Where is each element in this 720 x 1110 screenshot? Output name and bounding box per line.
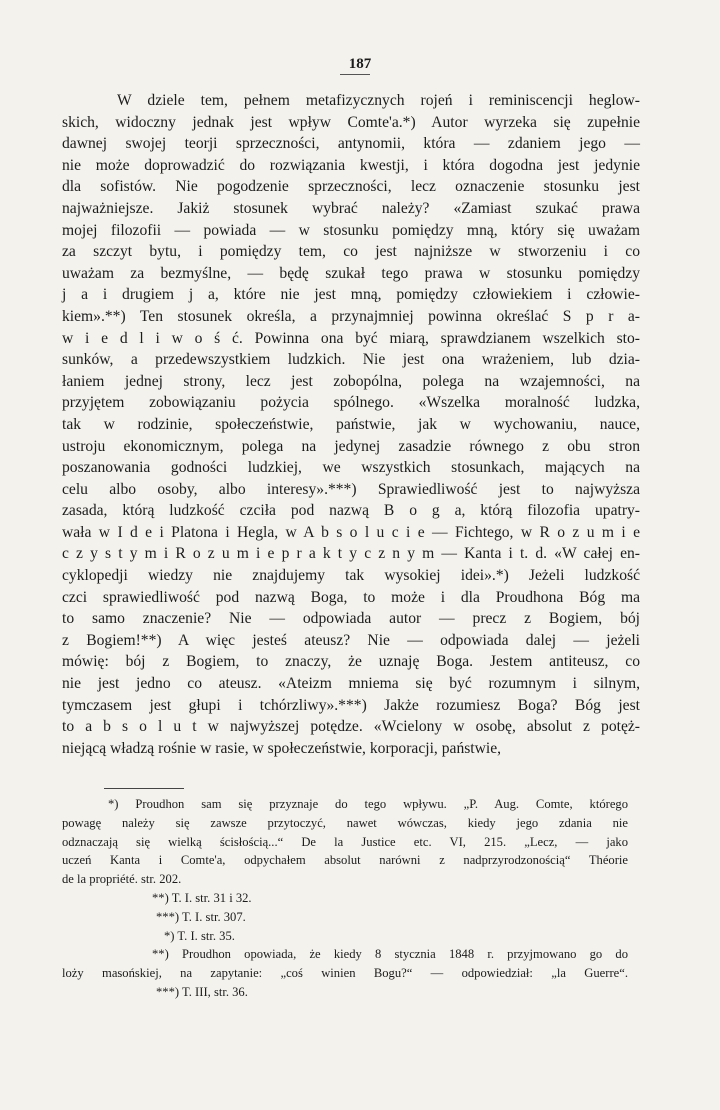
footnote-line: ***) T. I. str. 307. [156, 909, 246, 924]
text-line: c z y s t y m i R o z u m i e p r a k t y c z n y m — Kanta i t. d. «W całej en- [62, 545, 640, 563]
text-line: zasada, którą ludzkość czciła pod nazwą B o g a, którą filozofia upatry- [62, 502, 640, 520]
text-line: W dziele tem, pełnem metafizycznych rojeń i reminiscencji heglow- [117, 92, 640, 109]
text-line: uważam za bezmyślne, — będę szukał tego prawa w stosunku pomiędzy [62, 264, 640, 282]
text-line: skich, widoczny jednak jest wpływ Comte'a.*) Autor wyrzeka się zupełnie [62, 113, 640, 131]
text-line: nie może doprowadzić do rozwiązania kwestji, i która dogodna jest jedynie [62, 156, 640, 174]
footnote-separator [104, 788, 184, 789]
text-line: niejącą władzą rośnie w rasie, w społeczeństwie, korporacji, państwie, [62, 739, 502, 757]
text-line: to a b s o l u t w najwyższej potędze. «Wcielony w osobę, absolut z potęż- [62, 718, 640, 736]
text-line: czci sprawiedliwość pod nazwą Boga, to może i dla Proudhona Bóg ma [62, 588, 640, 606]
text-line: dawnej swojej teorji sprzeczności, antynomii, która — zdaniem jego — [62, 135, 640, 153]
footnote-line: *) Proudhon sam się przyznaje do tego wpływu. „P. Aug. Comte, którego [108, 797, 628, 811]
main-text [62, 90, 640, 759]
text-line: nie jest jedno co ateusz. «Ateizm mniema się być rozumnym i silnym, [62, 675, 640, 693]
text-line: kiem».**) Ten stosunek określa, a przynajmniej powinna określać S p r a- [62, 307, 640, 325]
text-line: z Bogiem!**) A więc jesteś ateusz? Nie — odpowiada dalej — jeżeli [62, 631, 640, 649]
footnote-line: powagę należy się zawsze przytoczyć, nawet wówczas, kiedy jego zdania nie [62, 815, 628, 830]
footnote-line: ***) T. III, str. 36. [156, 984, 248, 999]
text-line: najważniejsze. Jakiż stosunek wybrać należy? «Zamiast szukać prawa [62, 199, 640, 217]
footnote-line: **) Proudhon opowiada, że kiedy 8 stycznia 1848 r. przyjmowano go do [152, 947, 628, 962]
text-line: wała w I d e i Platona i Hegla, w A b s o l u c i e — Fichtego, w R o z u m i e [62, 523, 640, 541]
footnote-line: loży masońskiej, na zapytanie: „coś winien Bogu?“ — odpowiedział: „la Guerre“. [62, 966, 628, 981]
footnotes [62, 795, 628, 1002]
text-line: sunków, a przedewszystkiem ludzkich. Nie jest ona wrażeniem, lub dzia- [62, 351, 640, 369]
text-line: tymczasem jest głupi i tchórzliwy».***) Jakże rozumiesz Boga? Bóg jest [62, 696, 640, 714]
text-line: w i e d l i w o ś ć. Powinna ona być miarą, sprawdzianem wszelkich sto- [62, 329, 640, 347]
footnote-line: uczeń Kanta i Comte'a, odpychałem absolut narówni z nadprzyrodzonością“ Théorie [62, 853, 628, 868]
text-line: dla sofistów. Nie pogodzenie sprzeczności, lecz oznaczenie stosunku jest [62, 178, 640, 196]
text-line: celu albo osoby, albo interesy».***) Sprawiedliwość jest to najwyższa [62, 480, 640, 498]
footnote-line: *) T. I. str. 35. [164, 928, 235, 943]
text-line: j a i drugiem j a, które nie jest mną, pomiędzy człowiekiem i człowie- [62, 286, 640, 304]
text-line: to samo znaczenie? Nie — odpowiada autor — precz z Bogiem, bój [62, 610, 640, 628]
text-line: mojej filozofii — powiada — w stosunku pomiędzy mną, który się uważam [62, 221, 640, 239]
text-line: łaniem jednej strony, lecz jest zobopólna, polega na wzajemności, na [62, 372, 640, 390]
page-number-rule [340, 74, 370, 75]
text-line: ustroju ekonomicznym, polega na jedynej zasadzie równego z obu stron [62, 437, 640, 455]
text-line: tak w rodzinie, społeczeństwie, państwie, jak w wychowaniu, nauce, [62, 415, 640, 433]
text-line: przyjętem zobowiązaniu pożycia spólnego. «Wszelka moralność ludzka, [62, 394, 640, 412]
text-line: poszanowania godności ludzkiej, we wszystkich stosunkach, mających na [62, 459, 640, 477]
footnote-line: odznaczają się wielką ścisłością...“ De la Justice etc. VI, 215. „Lecz, — jako [62, 834, 628, 849]
page-number: 187 [348, 56, 372, 72]
footnote-line: de la propriété. str. 202. [62, 872, 182, 887]
footnote-line: **) T. I. str. 31 i 32. [152, 890, 252, 905]
text-line: cyklopedji wiedzy nie znajdujemy tak wysokiej idei».*) Jeżeli ludzkość [62, 567, 640, 585]
text-line: mówię: bój z Bogiem, to znaczy, że uznaję Boga. Jestem antiteusz, co [62, 653, 640, 671]
text-line: za szczyt bytu, i pomiędzy tem, co jest najniższe w stworzeniu i co [62, 243, 640, 261]
